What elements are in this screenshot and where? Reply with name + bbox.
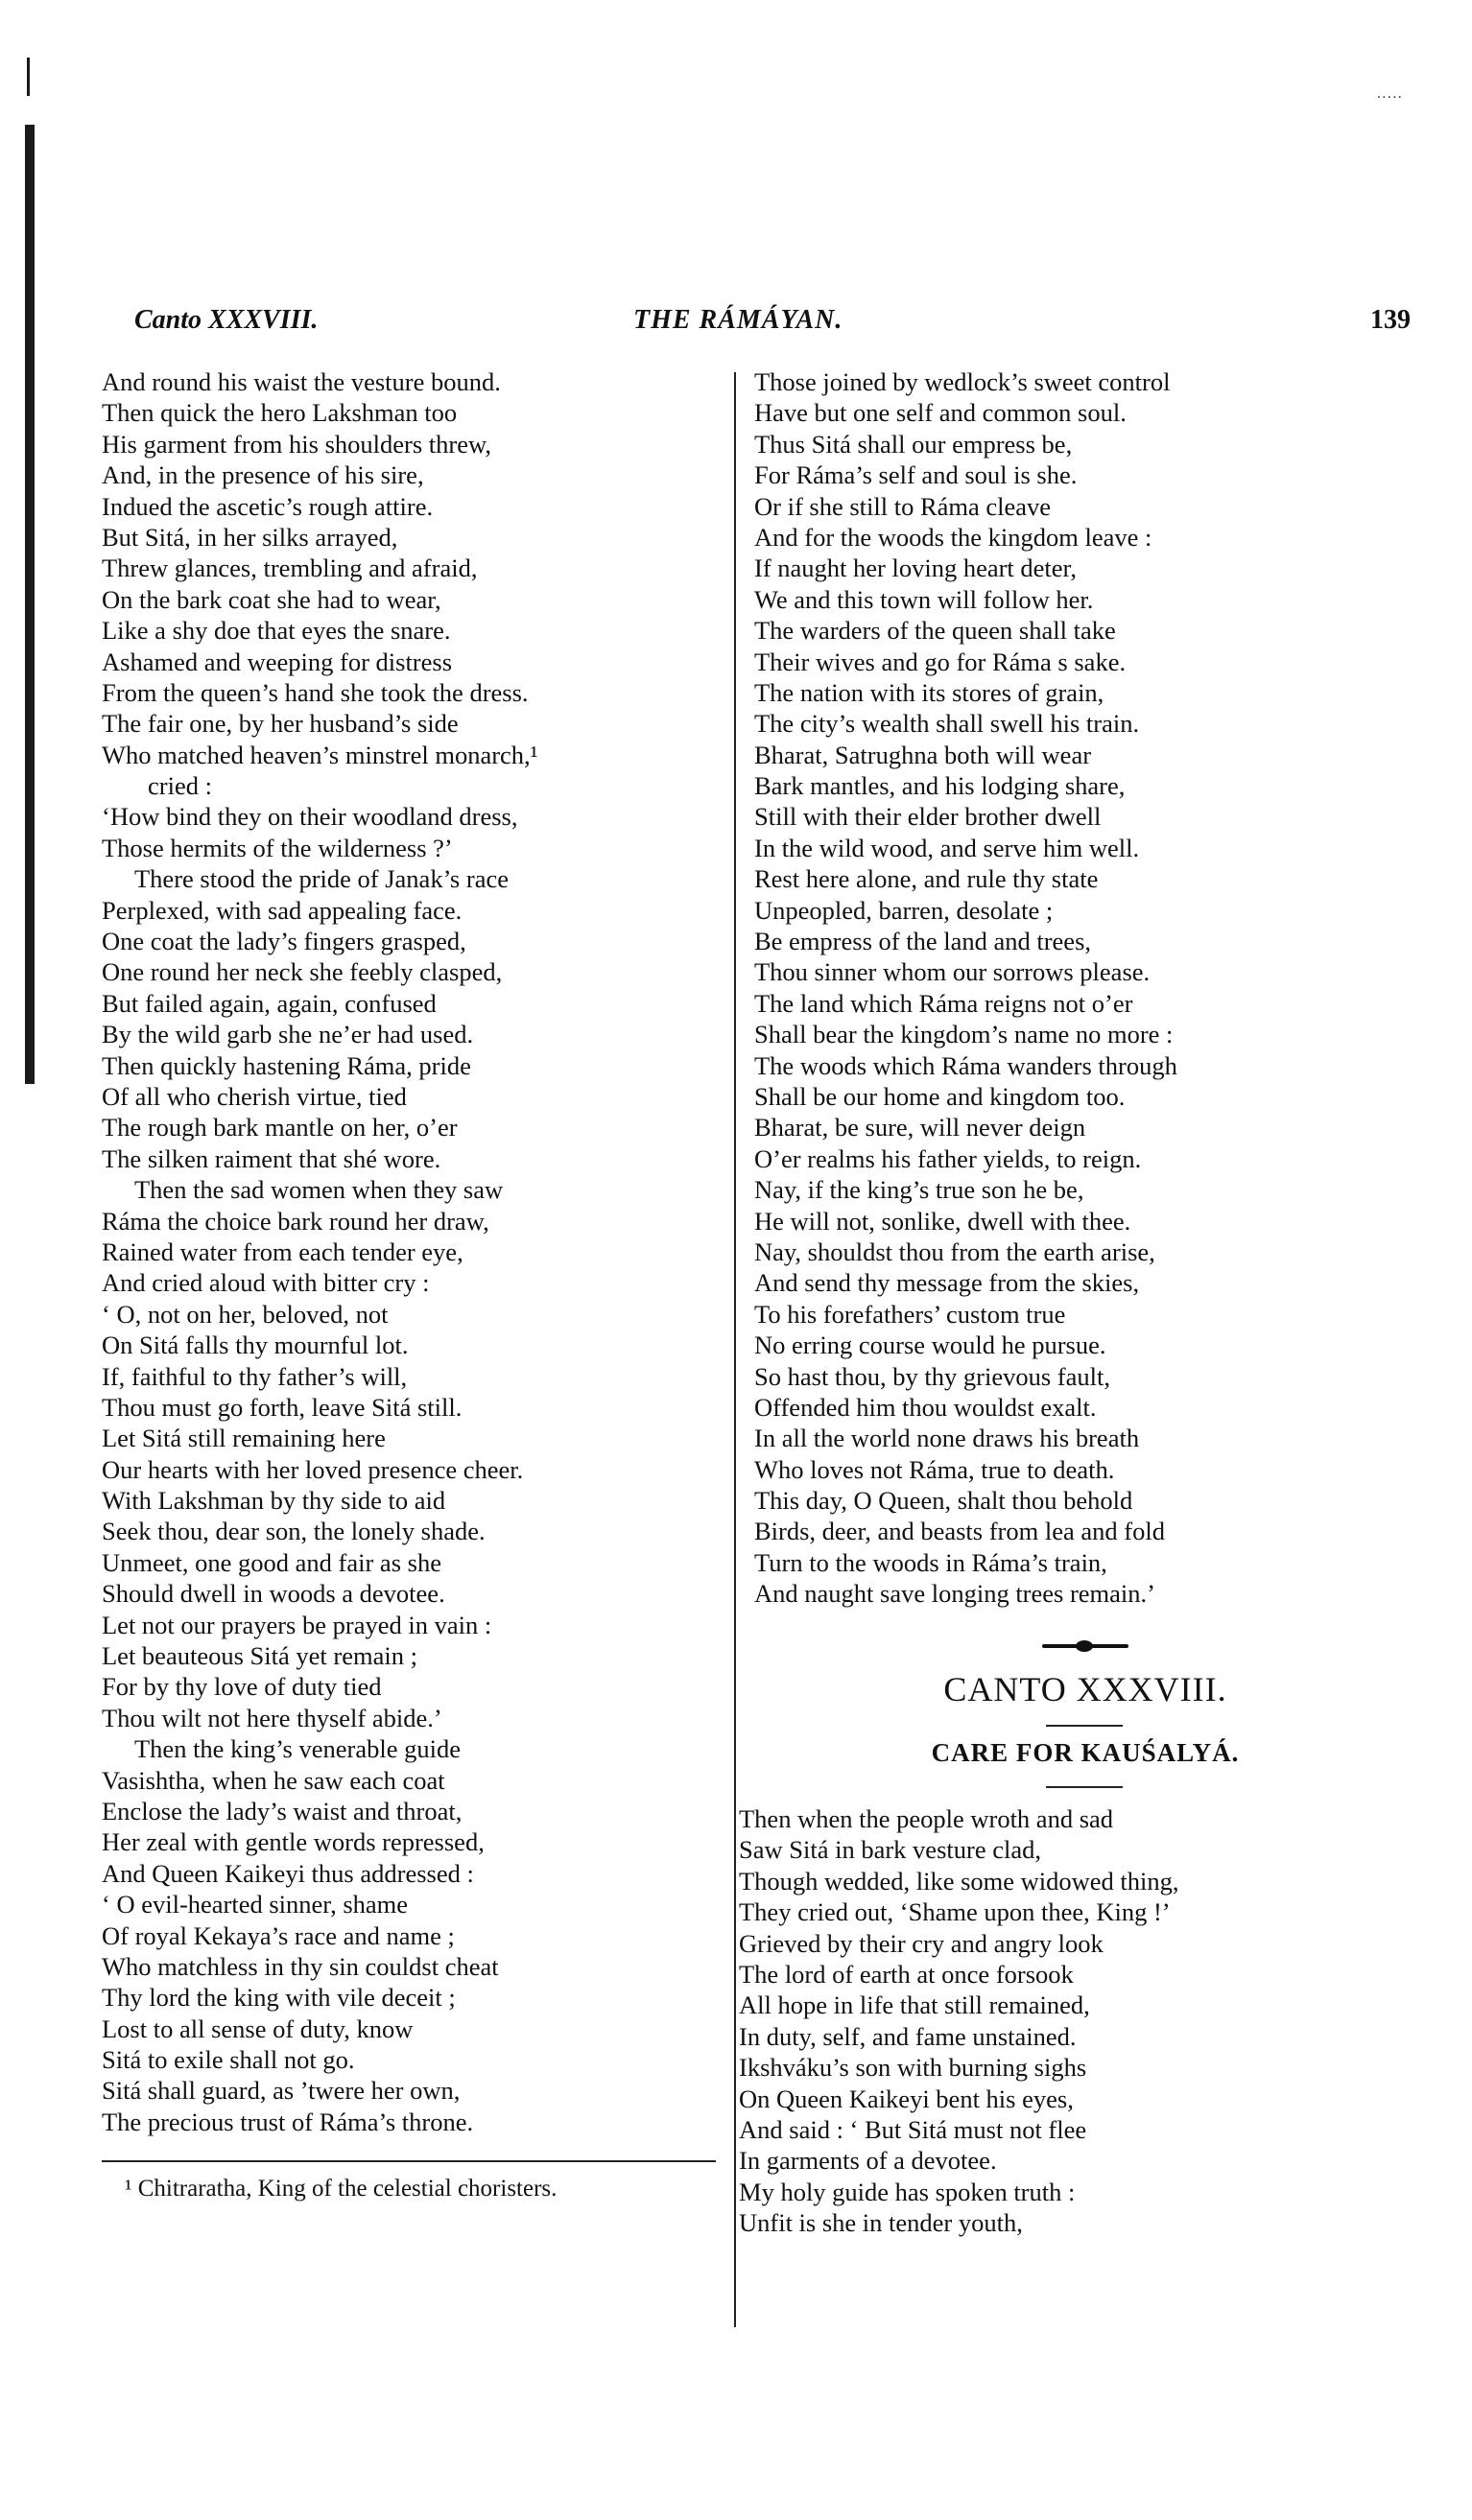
verse-line: But Sitá, in her silks arrayed, bbox=[102, 522, 398, 552]
verse-line: Those hermits of the wilderness ?’ bbox=[102, 833, 453, 862]
right-verse-list bbox=[754, 366, 1416, 1610]
scan-edge-mark bbox=[27, 58, 30, 96]
verse-line: Rest here alone, and rule thy state bbox=[754, 864, 1099, 894]
page-number: 139 bbox=[1370, 305, 1411, 335]
verse-line: Then when the people wroth and sad bbox=[739, 1804, 1114, 1833]
verse-line: Enclose the lady’s waist and throat, bbox=[102, 1796, 463, 1825]
verse-line: Have but one self and common soul. bbox=[754, 398, 1127, 428]
running-header bbox=[134, 305, 1411, 347]
verse-line: cried : bbox=[148, 771, 212, 801]
verse-line: My holy guide has spoken truth : bbox=[739, 2177, 1076, 2206]
verse-line: In garments of a devotee. bbox=[739, 2146, 997, 2176]
right-lower-verse-list bbox=[739, 1803, 1179, 2238]
verse-line: Bharat, Satrughna both will wear bbox=[754, 740, 1092, 769]
footnote-text: ¹ Chitraratha, King of the celestial choristers. bbox=[125, 2176, 558, 2202]
verse-line: Birds, deer, and beasts from lea and fold bbox=[754, 1517, 1165, 1546]
verse-line: To his forefathers’ custom true bbox=[754, 1299, 1066, 1329]
verse-line: Saw Sitá in bark vesture clad, bbox=[739, 1835, 1041, 1865]
verse-line: He will not, sonlike, dwell with thee. bbox=[754, 1206, 1131, 1236]
verse-line: On Queen Kaikeyi bent his eyes, bbox=[739, 2084, 1074, 2113]
verse-line: Unpeopled, barren, desolate ; bbox=[754, 895, 1054, 925]
verse-line: By the wild garb she ne’er had used. bbox=[102, 1020, 474, 1049]
verse-line: The city’s wealth shall swell his train. bbox=[754, 709, 1140, 739]
verse-line: Then quickly hastening Ráma, pride bbox=[102, 1050, 471, 1080]
verse-line: From the queen’s hand she took the dress. bbox=[102, 677, 529, 707]
verse-line: Who matchless in thy sin couldst cheat bbox=[102, 1951, 499, 1981]
verse-line: Lost to all sense of duty, know bbox=[102, 2014, 414, 2043]
verse-line: For by thy love of duty tied bbox=[102, 1672, 382, 1702]
verse-line: Sitá to exile shall not go. bbox=[102, 2045, 355, 2075]
verse-line: But failed again, again, confused bbox=[102, 988, 437, 1018]
verse-line: Of all who cherish virtue, tied bbox=[102, 1081, 407, 1111]
verse-line: Unmeet, one good and fair as she bbox=[102, 1547, 441, 1577]
verse-line: No erring course would he pursue. bbox=[754, 1331, 1106, 1360]
verse-line: Thy lord the king with vile deceit ; bbox=[102, 1983, 456, 2013]
verse-line: Her zeal with gentle words repressed, bbox=[102, 1827, 485, 1857]
verse-line: Seek thou, dear son, the lonely shade. bbox=[102, 1517, 486, 1546]
verse-line: All hope in life that still remained, bbox=[739, 1990, 1090, 2020]
verse-line: On the bark coat she had to wear, bbox=[102, 584, 441, 614]
verse-line: Shall bear the kingdom’s name no more : bbox=[754, 1020, 1174, 1049]
verse-line: With Lakshman by thy side to aid bbox=[102, 1486, 446, 1516]
verse-line: Grieved by their cry and angry look bbox=[739, 1928, 1104, 1958]
verse-line: Like a shy doe that eyes the snare. bbox=[102, 616, 451, 646]
verse-line: And for the woods the kingdom leave : bbox=[754, 522, 1152, 552]
verse-line: Ráma the choice bark round her draw, bbox=[102, 1206, 489, 1236]
verse-line: The nation with its stores of grain, bbox=[754, 677, 1104, 707]
title-rule-top bbox=[1046, 1725, 1123, 1727]
verse-line: The rough bark mantle on her, o’er bbox=[102, 1113, 458, 1142]
verse-line: If, faithful to thy father’s will, bbox=[102, 1361, 408, 1391]
verse-line: Unfit is she in tender youth, bbox=[739, 2208, 1023, 2238]
verse-line: Rained water from each tender eye, bbox=[102, 1236, 463, 1266]
verse-line: Shall be our home and kingdom too. bbox=[754, 1081, 1126, 1111]
verse-line: The precious trust of Ráma’s throne. bbox=[102, 2107, 474, 2136]
verse-line: Thou wilt not here thyself abide.’ bbox=[102, 1703, 442, 1732]
canto-subtitle: CARE FOR KAUŚALYÁ. bbox=[931, 1738, 1240, 1767]
left-verse-list bbox=[102, 366, 725, 2137]
verse-line: Indued the ascetic’s rough attire. bbox=[102, 491, 434, 521]
verse-line: And send thy message from the skies, bbox=[754, 1268, 1140, 1298]
verse-line: In the wild wood, and serve him well. bbox=[754, 833, 1140, 862]
verse-line: And naught save longing trees remain.’ bbox=[754, 1579, 1155, 1609]
verse-line: Who matched heaven’s minstrel monarch,¹ bbox=[102, 740, 538, 769]
verse-line: Threw glances, trembling and afraid, bbox=[102, 553, 478, 583]
verse-line: The warders of the queen shall take bbox=[754, 616, 1116, 646]
verse-line: Of royal Kekaya’s race and name ; bbox=[102, 1920, 455, 1950]
left-text-column bbox=[102, 366, 725, 2137]
verse-line: This day, O Queen, shalt thou behold bbox=[754, 1486, 1133, 1516]
verse-line: Then the king’s venerable guide bbox=[134, 1734, 461, 1764]
corner-mark: ····· bbox=[1376, 90, 1403, 106]
verse-line: If naught her loving heart deter, bbox=[754, 553, 1077, 583]
verse-line: We and this town will follow her. bbox=[754, 584, 1094, 614]
verse-line: In duty, self, and fame unstained. bbox=[739, 2021, 1077, 2051]
verse-line: The fair one, by her husband’s side bbox=[102, 709, 459, 739]
verse-line: And, in the presence of his sire, bbox=[102, 460, 424, 490]
right-text-column-lower bbox=[739, 1803, 1179, 2238]
verse-line: So hast thou, by thy grievous fault, bbox=[754, 1361, 1110, 1391]
scan-binding-shadow bbox=[25, 125, 35, 1084]
verse-line: And round his waist the vesture bound. bbox=[102, 367, 501, 396]
verse-line: In all the world none draws his breath bbox=[754, 1424, 1140, 1453]
title-rule-bottom bbox=[1046, 1786, 1123, 1788]
verse-line: Nay, shouldst thou from the earth arise, bbox=[754, 1236, 1155, 1266]
verse-line: Turn to the woods in Ráma’s train, bbox=[754, 1547, 1107, 1577]
verse-line: Let not our prayers be prayed in vain : bbox=[102, 1610, 492, 1639]
verse-line: And cried aloud with bitter cry : bbox=[102, 1268, 430, 1298]
verse-line: Perplexed, with sad appealing face. bbox=[102, 895, 463, 925]
verse-line: Be empress of the land and trees, bbox=[754, 927, 1092, 956]
verse-line: Let beauteous Sitá yet remain ; bbox=[102, 1641, 417, 1671]
section-ornament bbox=[754, 1637, 1416, 1656]
verse-line: The woods which Ráma wanders through bbox=[754, 1050, 1177, 1080]
verse-line: O’er realms his father yields, to reign. bbox=[754, 1143, 1142, 1173]
verse-line: And Queen Kaikeyi thus addressed : bbox=[102, 1858, 474, 1888]
verse-line: Those joined by wedlock’s sweet control bbox=[754, 367, 1171, 396]
verse-line: Then quick the hero Lakshman too bbox=[102, 398, 458, 428]
right-text-column bbox=[754, 366, 1416, 1610]
verse-line: Thus Sitá shall our empress be, bbox=[754, 429, 1073, 459]
verse-line: Should dwell in woods a devotee. bbox=[102, 1579, 445, 1609]
verse-line: Who loves not Ráma, true to death. bbox=[754, 1454, 1115, 1484]
verse-line: ‘ O, not on her, beloved, not bbox=[102, 1299, 389, 1329]
verse-line: Bharat, be sure, will never deign bbox=[754, 1113, 1086, 1142]
footnote bbox=[102, 2174, 716, 2204]
verse-line: Though wedded, like some widowed thing, bbox=[739, 1866, 1179, 1896]
column-divider bbox=[734, 372, 736, 2327]
verse-line: There stood the pride of Janak’s race bbox=[134, 864, 509, 894]
verse-line: On Sitá falls thy mournful lot. bbox=[102, 1331, 409, 1360]
verse-line: Nay, if the king’s true son he be, bbox=[754, 1175, 1084, 1205]
verse-line: One coat the lady’s fingers grasped, bbox=[102, 927, 466, 956]
verse-line: Then the sad women when they saw bbox=[134, 1175, 504, 1205]
verse-line: The land which Ráma reigns not o’er bbox=[754, 988, 1133, 1018]
canto-title: CANTO XXXVIII. bbox=[943, 1670, 1227, 1708]
verse-line: His garment from his shoulders threw, bbox=[102, 429, 492, 459]
verse-line: ‘ O evil-hearted sinner, shame bbox=[102, 1890, 409, 1919]
verse-line: Their wives and go for Ráma s sake. bbox=[754, 647, 1127, 676]
verse-line: Still with their elder brother dwell bbox=[754, 802, 1102, 832]
verse-line: The lord of earth at once forsook bbox=[739, 1959, 1074, 1989]
header-book-title: THE RÁMÁYAN. bbox=[633, 305, 843, 335]
verse-line: ‘How bind they on their woodland dress, bbox=[102, 802, 518, 832]
verse-line: Sitá shall guard, as ’twere her own, bbox=[102, 2076, 461, 2106]
verse-line: Our hearts with her loved presence cheer. bbox=[102, 1454, 524, 1484]
verse-line: For Ráma’s self and soul is she. bbox=[754, 460, 1078, 490]
verse-line: And said : ‘ But Sitá must not flee bbox=[739, 2114, 1087, 2144]
verse-line: Or if she still to Ráma cleave bbox=[754, 491, 1052, 521]
verse-line: One round her neck she feebly clasped, bbox=[102, 957, 503, 987]
verse-line: Vasishtha, when he saw each coat bbox=[102, 1765, 445, 1795]
verse-line: Bark mantles, and his lodging share, bbox=[754, 771, 1126, 801]
verse-line: Thou sinner whom our sorrows please. bbox=[754, 957, 1151, 987]
verse-line: Ashamed and weeping for distress bbox=[102, 647, 453, 676]
verse-line: The silken raiment that shé wore. bbox=[102, 1143, 441, 1173]
verse-line: Let Sitá still remaining here bbox=[102, 1424, 386, 1453]
verse-line: They cried out, ‘Shame upon thee, King !’ bbox=[739, 1897, 1171, 1927]
verse-line: Thou must go forth, leave Sitá still. bbox=[102, 1392, 463, 1422]
footnote-rule bbox=[102, 2160, 716, 2162]
verse-line: Ikshváku’s son with burning sighs bbox=[739, 2053, 1087, 2083]
ornament-dot bbox=[1076, 1640, 1093, 1652]
header-canto-label: Canto XXXVIII. bbox=[134, 305, 319, 335]
verse-line: Offended him thou wouldst exalt. bbox=[754, 1392, 1097, 1422]
